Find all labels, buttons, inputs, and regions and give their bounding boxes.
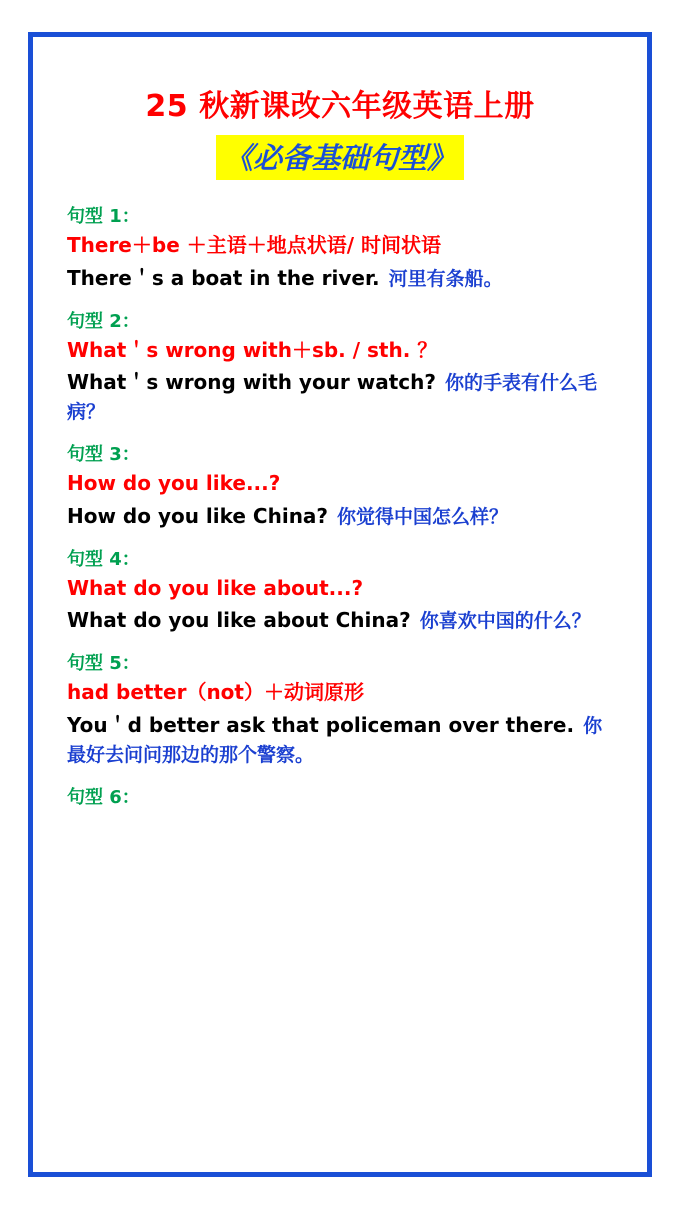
item-example: How do you like China? — [67, 503, 329, 528]
list-item — [67, 440, 613, 531]
item-translation: 你喜欢中国的什么？ — [419, 610, 591, 633]
item-translation: 你最好去问问那边的那个警察。 — [67, 714, 603, 766]
item-example: What do you like about China? — [67, 608, 411, 633]
page-subtitle: 《必备基础句型》 — [216, 135, 464, 180]
item-label: 句型 2： — [67, 310, 140, 332]
item-label: 句型 5： — [67, 653, 140, 675]
item-translation: 你的手表有什么毛病？ — [67, 372, 597, 424]
list-item — [67, 649, 613, 769]
page-title: 25 秋新课改六年级英语上册 — [145, 89, 535, 124]
item-example-line — [67, 711, 613, 769]
item-example: You＇d better ask that policeman over there. — [67, 712, 575, 737]
item-pattern: had better（not）＋动词原形 — [67, 680, 364, 705]
item-example: There＇s a boat in the river. — [67, 265, 380, 290]
item-label: 句型 4： — [67, 548, 140, 570]
item-pattern: What do you like about...? — [67, 575, 364, 600]
item-example-line — [67, 502, 613, 531]
content-frame — [28, 32, 652, 1177]
item-example-line — [67, 606, 613, 635]
item-label: 句型 3： — [67, 444, 140, 466]
item-label-next: 句型 6： — [67, 786, 140, 808]
item-pattern: How do you like...? — [67, 471, 281, 496]
item-pattern: What＇s wrong with＋sb. / sth. ？ — [67, 337, 438, 362]
list-item — [67, 202, 613, 293]
item-example: What＇s wrong with your watch? — [67, 370, 436, 395]
item-label: 句型 1： — [67, 206, 140, 227]
item-example-line — [67, 264, 613, 293]
page-subtitle-wrapper — [67, 135, 613, 180]
item-translation: 河里有条船。 — [388, 267, 503, 290]
item-pattern: There＋be ＋主语＋地点状语/ 时间状语 — [67, 233, 441, 257]
item-translation: 你觉得中国怎么样？ — [337, 505, 509, 528]
list-item — [67, 545, 613, 636]
item-example-line — [67, 368, 613, 426]
list-item — [67, 307, 613, 427]
